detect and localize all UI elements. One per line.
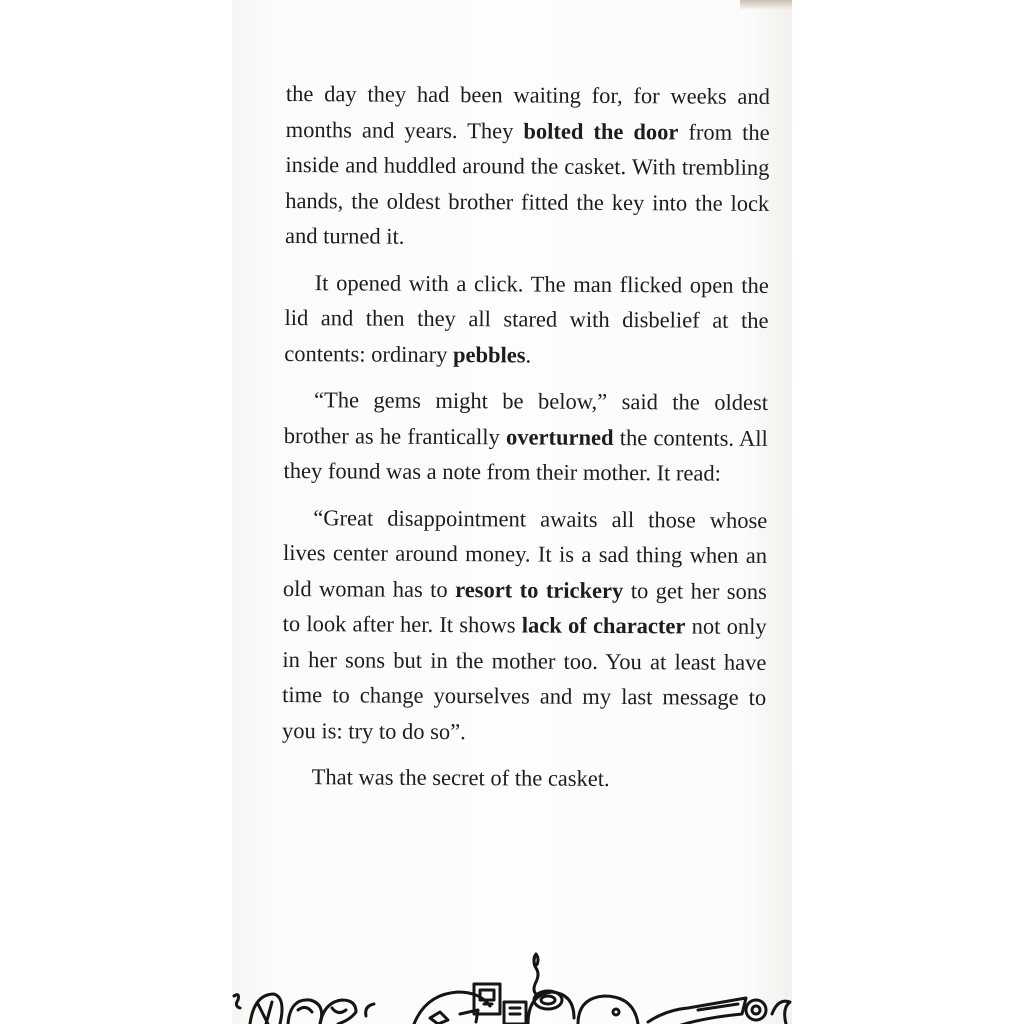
bold-word-pebbles: pebbles xyxy=(452,341,526,367)
text-run: the contents. All they found was a note from their mother. It read: xyxy=(283,424,768,486)
page-corner-shadow xyxy=(740,0,792,10)
text-run: “Great disappointment awaits all those whose lives center around money. It is a sad thing when an old woman has to xyxy=(282,504,768,602)
story-text xyxy=(282,76,770,808)
bold-word-overturned: overturned xyxy=(505,423,614,450)
text-run: That was the secret of the casket. xyxy=(311,764,610,791)
bold-phrase-lack-of-character: lack of character xyxy=(521,612,686,639)
paragraph-4-mother-note xyxy=(282,499,768,750)
text-run: “The gems might be below,” said the oldest brother as he frantically xyxy=(283,387,769,449)
paragraph-1 xyxy=(285,76,770,256)
bold-phrase-resort-to-trickery: resort to trickery xyxy=(455,576,624,603)
text-run: . xyxy=(525,341,532,368)
paragraph-2 xyxy=(284,264,769,373)
bold-phrase-bolted-the-door: bolted the door xyxy=(523,117,679,144)
paragraph-5 xyxy=(282,759,766,797)
text-run: the day they had been waiting for, for weeks and months and years. They xyxy=(285,80,770,143)
text-run: It opened with a click. The man flicked open the lid and then they all stared with disbelief at the contents: ordinary xyxy=(284,269,769,367)
text-run: from the inside and huddled around the casket. With trembling hands, the oldest brother fitted the key into the lock and turned it. xyxy=(284,118,770,249)
doodle-border-illustration xyxy=(228,944,794,1024)
text-run: to get her sons to look after her. It shows xyxy=(282,577,767,638)
paragraph-3 xyxy=(283,382,768,491)
text-run: not only in her sons but in the mother too. You at least have time to change yourselves and my last message to you is: try to do so”. xyxy=(281,613,767,744)
